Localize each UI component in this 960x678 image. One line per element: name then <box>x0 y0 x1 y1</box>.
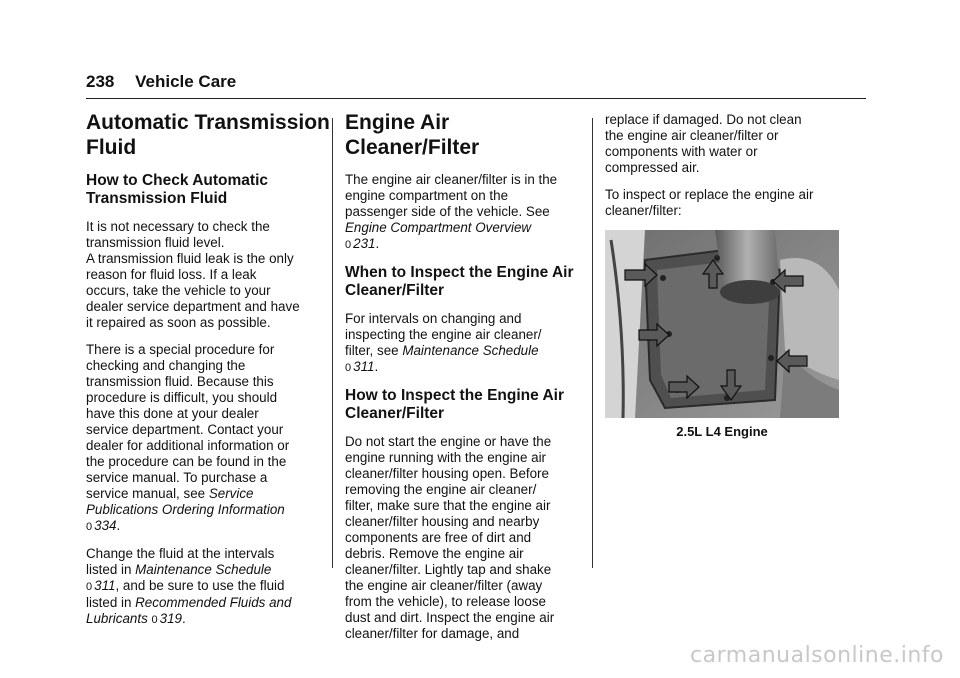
section-title: Vehicle Care <box>135 72 237 91</box>
page-ref-319[interactable]: 319 <box>159 611 182 626</box>
paragraph-intervals: For intervals on changing and inspecting the engine air cleaner/ filter, see Maintenance Schedule 0 311. <box>345 311 583 376</box>
page-ref-311[interactable]: 311 <box>94 578 116 593</box>
paragraph-location: The engine air cleaner/filter is in the engine compartment on the passenger side of the vehicle. See Engine Compartment Overview 0 231. <box>345 172 583 253</box>
paragraph-change-fluid: Change the fluid at the intervals listed in Maintenance Schedule 0 311, and be sure to use the fluid listed in Recommended Fluids and Lubricants 0 319. <box>86 546 292 626</box>
column-1 <box>86 110 330 639</box>
subheading-check-fluid: How to Check Automatic Transmission Fluid <box>86 172 268 207</box>
section-heading-air-cleaner: Engine Air Cleaner/Filter <box>345 111 480 159</box>
link-maintenance-schedule-2[interactable]: Maintenance Schedule <box>402 343 539 358</box>
paragraph-inspect-steps: Do not start the engine or have the engine running with the engine air cleaner/filter housing open. Before removing the engine air cleaner/ filter, make sure that the engine air cleaner/filter housing and nearby components are free of dirt and debris. Remove the engine air cleaner/filter. Lightly tap and shake the engine air cleaner/filter (away from the vehicle), to release loose dust and dirt. Inspect the engine air cleaner/filter for damage, and <box>345 434 555 641</box>
column-divider-1 <box>332 118 333 568</box>
paragraph-replace: replace if damaged. Do not clean the engine air cleaner/filter or components with water or compressed air. <box>605 112 802 175</box>
page-ref-231[interactable]: 0 231. <box>345 236 380 251</box>
page-ref-311-b[interactable]: 0 311. <box>345 359 379 374</box>
link-recommended-fluids[interactable]: Recommended Fluids and <box>135 595 292 610</box>
running-header <box>86 72 236 92</box>
link-maintenance-schedule[interactable]: Maintenance Schedule <box>135 562 272 577</box>
link-service-publications[interactable]: Service <box>208 486 254 501</box>
column-2 <box>345 110 583 653</box>
watermark: carmanualsonline.info <box>690 643 944 668</box>
page-ref-334[interactable]: 0 334. <box>86 518 121 533</box>
subheading-how-to-inspect: How to Inspect the Engine Air Cleaner/Filter <box>345 387 565 422</box>
column-3 <box>605 112 845 440</box>
paragraph-special-procedure: There is a special procedure for checking and changing the transmission fluid. Because this procedure is difficult, you should have this done at your dealer service department. Contact your dealer for additional information or the procedure can be found in the service manual. To purchase a service manual, see Service Publications Ordering Information 0 334. <box>86 342 318 535</box>
section-heading-transmission: Automatic Transmission Fluid <box>86 111 330 159</box>
link-engine-compartment[interactable]: Engine Compartment Overview <box>345 220 532 235</box>
paragraph-leak: It is not necessary to check the transmission fluid level. A transmission fluid leak is the only reason for fluid loss. If a leak occurs, take the vehicle to your dealer service department and have it repaired as soon as possible. <box>86 219 300 330</box>
page-number: 238 <box>86 72 115 91</box>
figure-caption: 2.5L L4 Engine <box>676 424 768 439</box>
paragraph-to-inspect: To inspect or replace the engine air cleaner/filter: <box>605 187 814 218</box>
subheading-when-to-inspect: When to Inspect the Engine Air Cleaner/Filter <box>345 264 574 299</box>
engine-air-cleaner-photo <box>605 230 839 418</box>
column-divider-2 <box>592 118 593 568</box>
header-rule <box>86 98 866 99</box>
